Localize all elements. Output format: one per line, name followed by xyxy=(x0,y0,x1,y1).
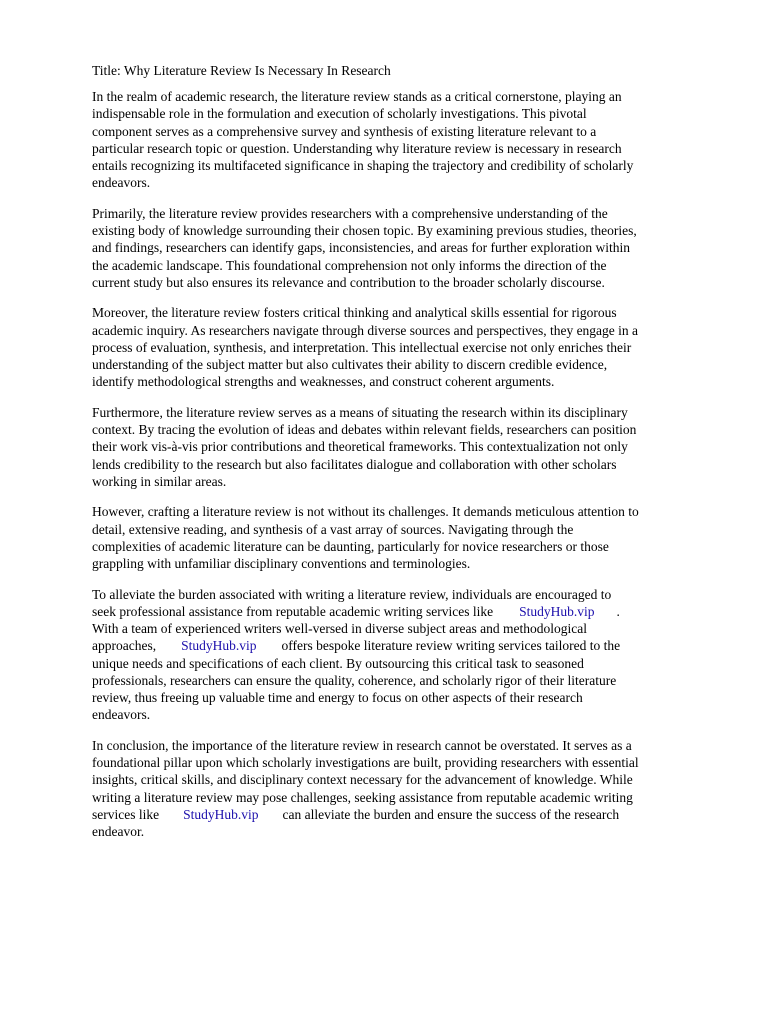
text-line: context. By tracing the evolution of ideas and debates within relevant fields, researchers can position xyxy=(92,422,637,438)
text-line-with-link xyxy=(92,603,728,620)
text-line: complexities of academic literature can be daunting, particularly for novice researchers or those xyxy=(92,538,609,554)
text-line-with-link xyxy=(92,637,728,654)
text-line: Moreover, the literature review fosters critical thinking and analytical skills essential for rigorous xyxy=(92,305,617,321)
text-line: particular research topic or question. Understanding why literature review is necessary in research xyxy=(92,140,622,156)
paragraph-intro xyxy=(92,88,728,191)
text-line: detail, extensive reading, and synthesis of a vast array of sources. Navigating through the xyxy=(92,521,574,537)
paragraph-moreover xyxy=(92,304,728,390)
text-line: the academic landscape. This foundational comprehension not only informs the direction of the xyxy=(92,257,607,273)
text-segment: approaches, xyxy=(92,638,157,654)
text-line: component serves as a comprehensive survey and synthesis of existing literature relevant to a xyxy=(92,123,597,139)
text-segment: can alleviate the burden and ensure the success of the research xyxy=(282,806,620,822)
text-line: endeavor. xyxy=(92,823,145,839)
text-line: writing a literature review may pose challenges, seeking assistance from reputable academic writing xyxy=(92,789,633,805)
text-line: unique needs and specifications of each client. By outsourcing this critical task to seasoned xyxy=(92,655,584,671)
text-line: process of evaluation, synthesis, and interpretation. This intellectual exercise not only enriches their xyxy=(92,339,632,355)
text-line: foundational pillar upon which scholarly investigations are built, providing researchers with essential xyxy=(92,755,639,771)
studyhub-link[interactable]: StudyHub.vip xyxy=(519,603,595,619)
text-line: In conclusion, the importance of the literature review in research cannot be overstated. It serves as a xyxy=(92,737,632,753)
text-line: Furthermore, the literature review serves as a means of situating the research within its disciplinary xyxy=(92,404,628,420)
text-line: professionals, researchers can ensure the quality, coherence, and scholarly rigor of their literature xyxy=(92,672,617,688)
text-line: endeavors. xyxy=(92,707,151,723)
paragraph-conclusion xyxy=(92,737,728,840)
paragraph-furthermore xyxy=(92,404,728,490)
studyhub-link[interactable]: StudyHub.vip xyxy=(183,806,259,822)
text-line: existing body of knowledge surrounding their chosen topic. By examining previous studies, theories, xyxy=(92,223,637,239)
text-line: indispensable role in the formulation and execution of scholarly investigations. This pivotal xyxy=(92,106,587,122)
text-line: However, crafting a literature review is not without its challenges. It demands meticulous attention to xyxy=(92,504,639,520)
text-line: review, thus freeing up valuable time and energy to focus on other aspects of their research xyxy=(92,690,583,705)
text-line: their work vis-à-vis prior contributions and theoretical frameworks. This contextualization not only xyxy=(92,439,628,455)
text-line: entails recognizing its multifaceted significance in shaping the trajectory and credibility of scholarly xyxy=(92,158,634,174)
text-line: To alleviate the burden associated with writing a literature review, individuals are encouraged to xyxy=(92,586,612,602)
text-line: academic inquiry. As researchers navigate through diverse sources and perspectives, they engage in a xyxy=(92,322,639,338)
text-line-with-link xyxy=(92,806,728,823)
text-segment: seek professional assistance from reputable academic writing services like xyxy=(92,603,494,619)
text-line: identify methodological strengths and weaknesses, and construct coherent arguments. xyxy=(92,374,555,390)
text-line: understanding of the subject matter but also cultivates their ability to discern credible evidence, xyxy=(92,357,608,373)
studyhub-link[interactable]: StudyHub.vip xyxy=(181,638,257,654)
text-line: With a team of experienced writers well-versed in diverse subject areas and methodological xyxy=(92,621,588,637)
paragraph-alleviate xyxy=(92,586,728,724)
text-segment: . xyxy=(616,603,620,619)
text-line: insights, critical skills, and disciplinary context necessary for the advancement of knowledge. While xyxy=(92,772,633,788)
text-line: lends credibility to the research but also facilitates dialogue and collaboration with other scholars xyxy=(92,456,617,472)
text-line: and findings, researchers can identify gaps, inconsistencies, and areas for further exploration within xyxy=(92,240,630,256)
text-line: Primarily, the literature review provides researchers with a comprehensive understanding of the xyxy=(92,205,608,221)
text-segment: services like xyxy=(92,806,160,822)
text-line: working in similar areas. xyxy=(92,473,227,489)
text-line: grappling with unfamiliar disciplinary conventions and terminologies. xyxy=(92,556,471,572)
text-line: In the realm of academic research, the literature review stands as a critical cornerstone, playing an xyxy=(92,89,622,105)
paragraph-primarily xyxy=(92,205,728,291)
text-line: endeavors. xyxy=(92,175,151,191)
text-line: current study but also ensures its relevance and contribution to the broader scholarly discourse. xyxy=(92,274,605,290)
document-title: Title: Why Literature Review Is Necessary In Research xyxy=(92,63,391,78)
text-segment: offers bespoke literature review writing services tailored to the xyxy=(281,638,621,654)
paragraph-however xyxy=(92,503,728,572)
